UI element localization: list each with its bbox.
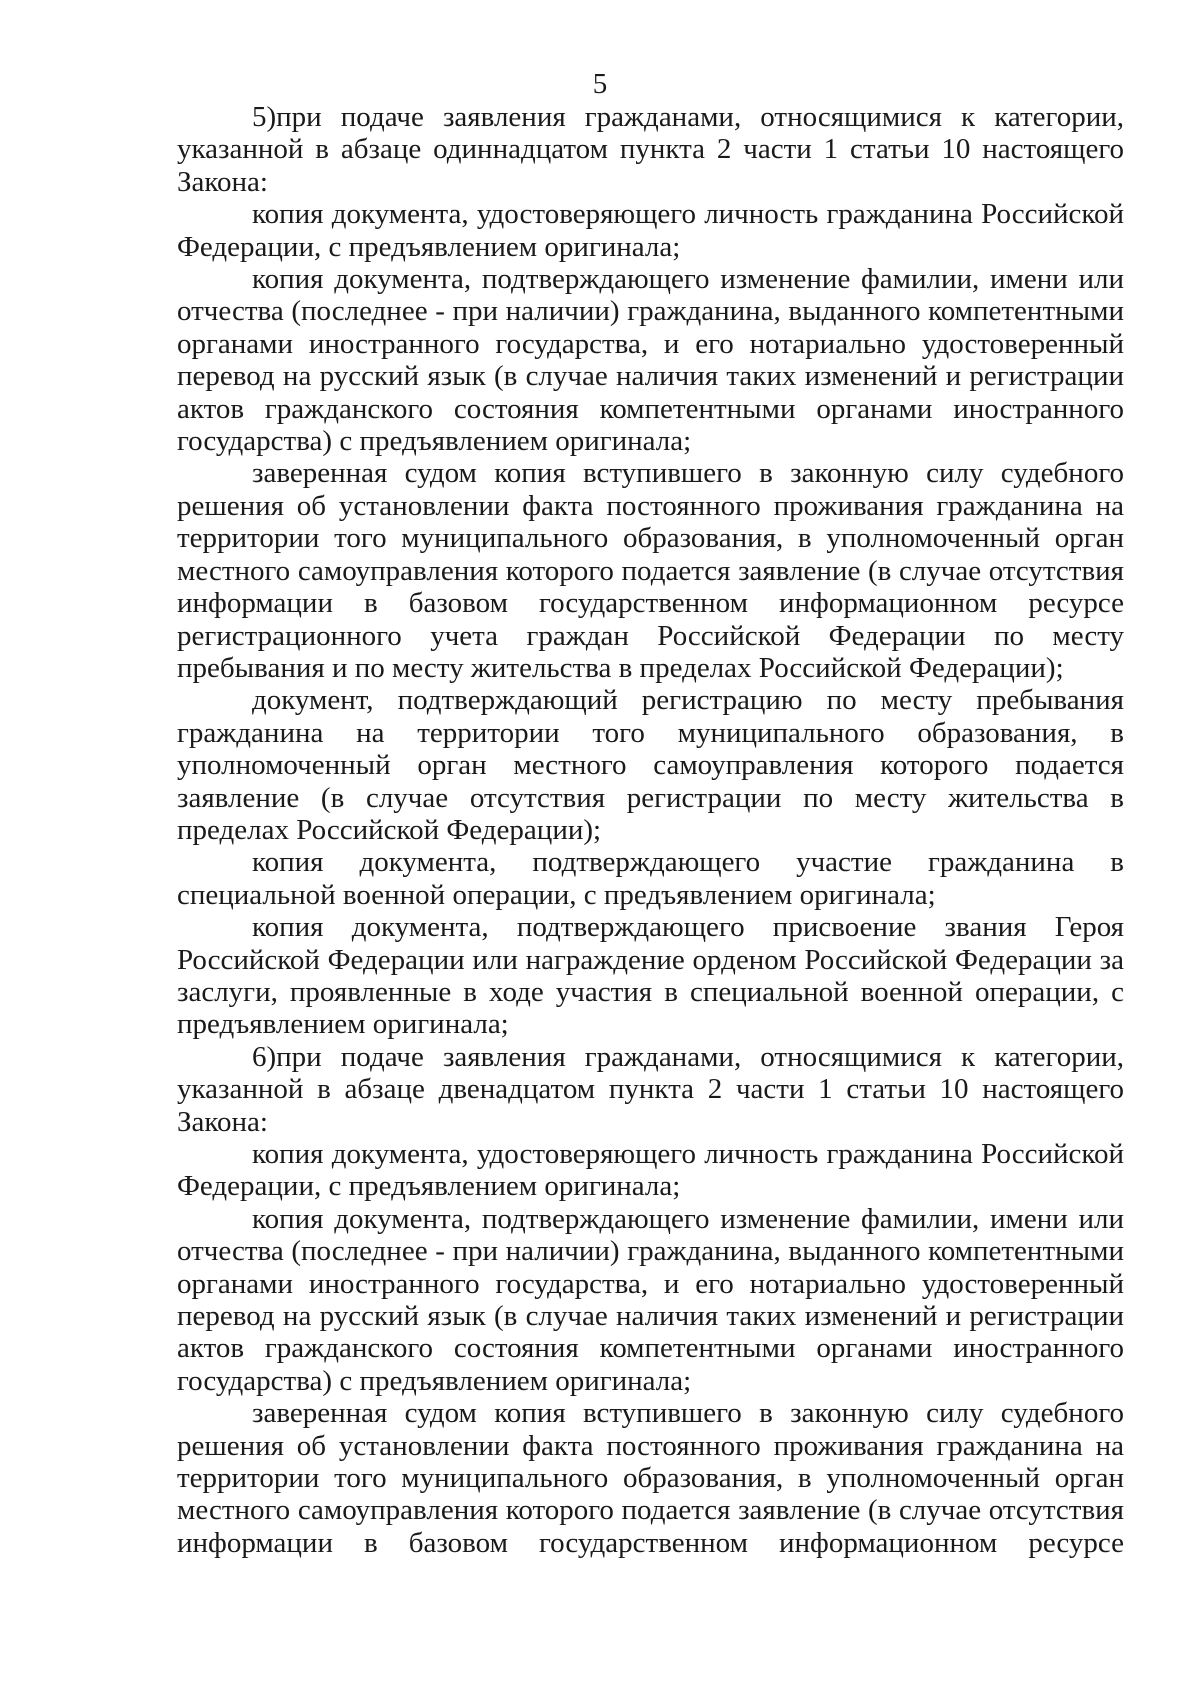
page-number: 5 bbox=[592, 68, 608, 100]
paragraph: заверенная судом копия вступившего в законную силу судебного решения об установлении факта постоянного проживания гражданина на территории того муниципального образования, в уполномоченный орган местного самоуправления которого подается заявление (в случае отсутствия информации в базовом государственном информационном ресурсе bbox=[177, 1397, 1124, 1559]
paragraph: копия документа, удостоверяющего личность гражданина Российской Федерации, с предъявлением оригинала; bbox=[177, 1138, 1124, 1203]
document-body bbox=[177, 101, 1124, 1559]
paragraph: заверенная судом копия вступившего в законную силу судебного решения об установлении факта постоянного проживания гражданина на территории того муниципального образования, в уполномоченный орган местного самоуправления которого подается заявление (в случае отсутствия информации в базовом государственном информационном ресурсе регистрационного учета граждан Российской Федерации по месту пребывания и по месту жительства в пределах Российской Федерации); bbox=[177, 457, 1124, 684]
paragraph: копия документа, подтверждающего изменение фамилии, имени или отчества (последнее - при наличии) гражданина, выданного компетентными органами иностранного государства, и его нотариально удостоверенный перевод на русский язык (в случае наличия таких изменений и регистрации актов гражданского состояния компетентными органами иностранного государства) с предъявлением оригинала; bbox=[177, 1202, 1124, 1397]
paragraph: копия документа, удостоверяющего личность гражданина Российской Федерации, с предъявлением оригинала; bbox=[177, 198, 1124, 263]
paragraph: копия документа, подтверждающего присвоение звания Героя Российской Федерации или награждение орденом Российской Федерации за заслуги, проявленные в ходе участия в специальной военной операции, с предъявлением оригинала; bbox=[177, 911, 1124, 1041]
paragraph: копия документа, подтверждающего участие гражданина в специальной военной операции, с предъявлением оригинала; bbox=[177, 846, 1124, 911]
paragraph: 5)при подаче заявления гражданами, относящимися к категории, указанной в абзаце одиннадцатом пункта 2 части 1 статьи 10 настоящего Закона: bbox=[177, 101, 1124, 198]
paragraph: копия документа, подтверждающего изменение фамилии, имени или отчества (последнее - при наличии) гражданина, выданного компетентными органами иностранного государства, и его нотариально удостоверенный перевод на русский язык (в случае наличия таких изменений и регистрации актов гражданского состояния компетентными органами иностранного государства) с предъявлением оригинала; bbox=[177, 263, 1124, 458]
paragraph: документ, подтверждающий регистрацию по месту пребывания гражданина на территории того муниципального образования, в уполномоченный орган местного самоуправления которого подается заявление (в случае отсутствия регистрации по месту жительства в пределах Российской Федерации); bbox=[177, 684, 1124, 846]
paragraph: 6)при подаче заявления гражданами, относящимися к категории, указанной в абзаце двенадцатом пункта 2 части 1 статьи 10 настоящего Закона: bbox=[177, 1040, 1124, 1138]
